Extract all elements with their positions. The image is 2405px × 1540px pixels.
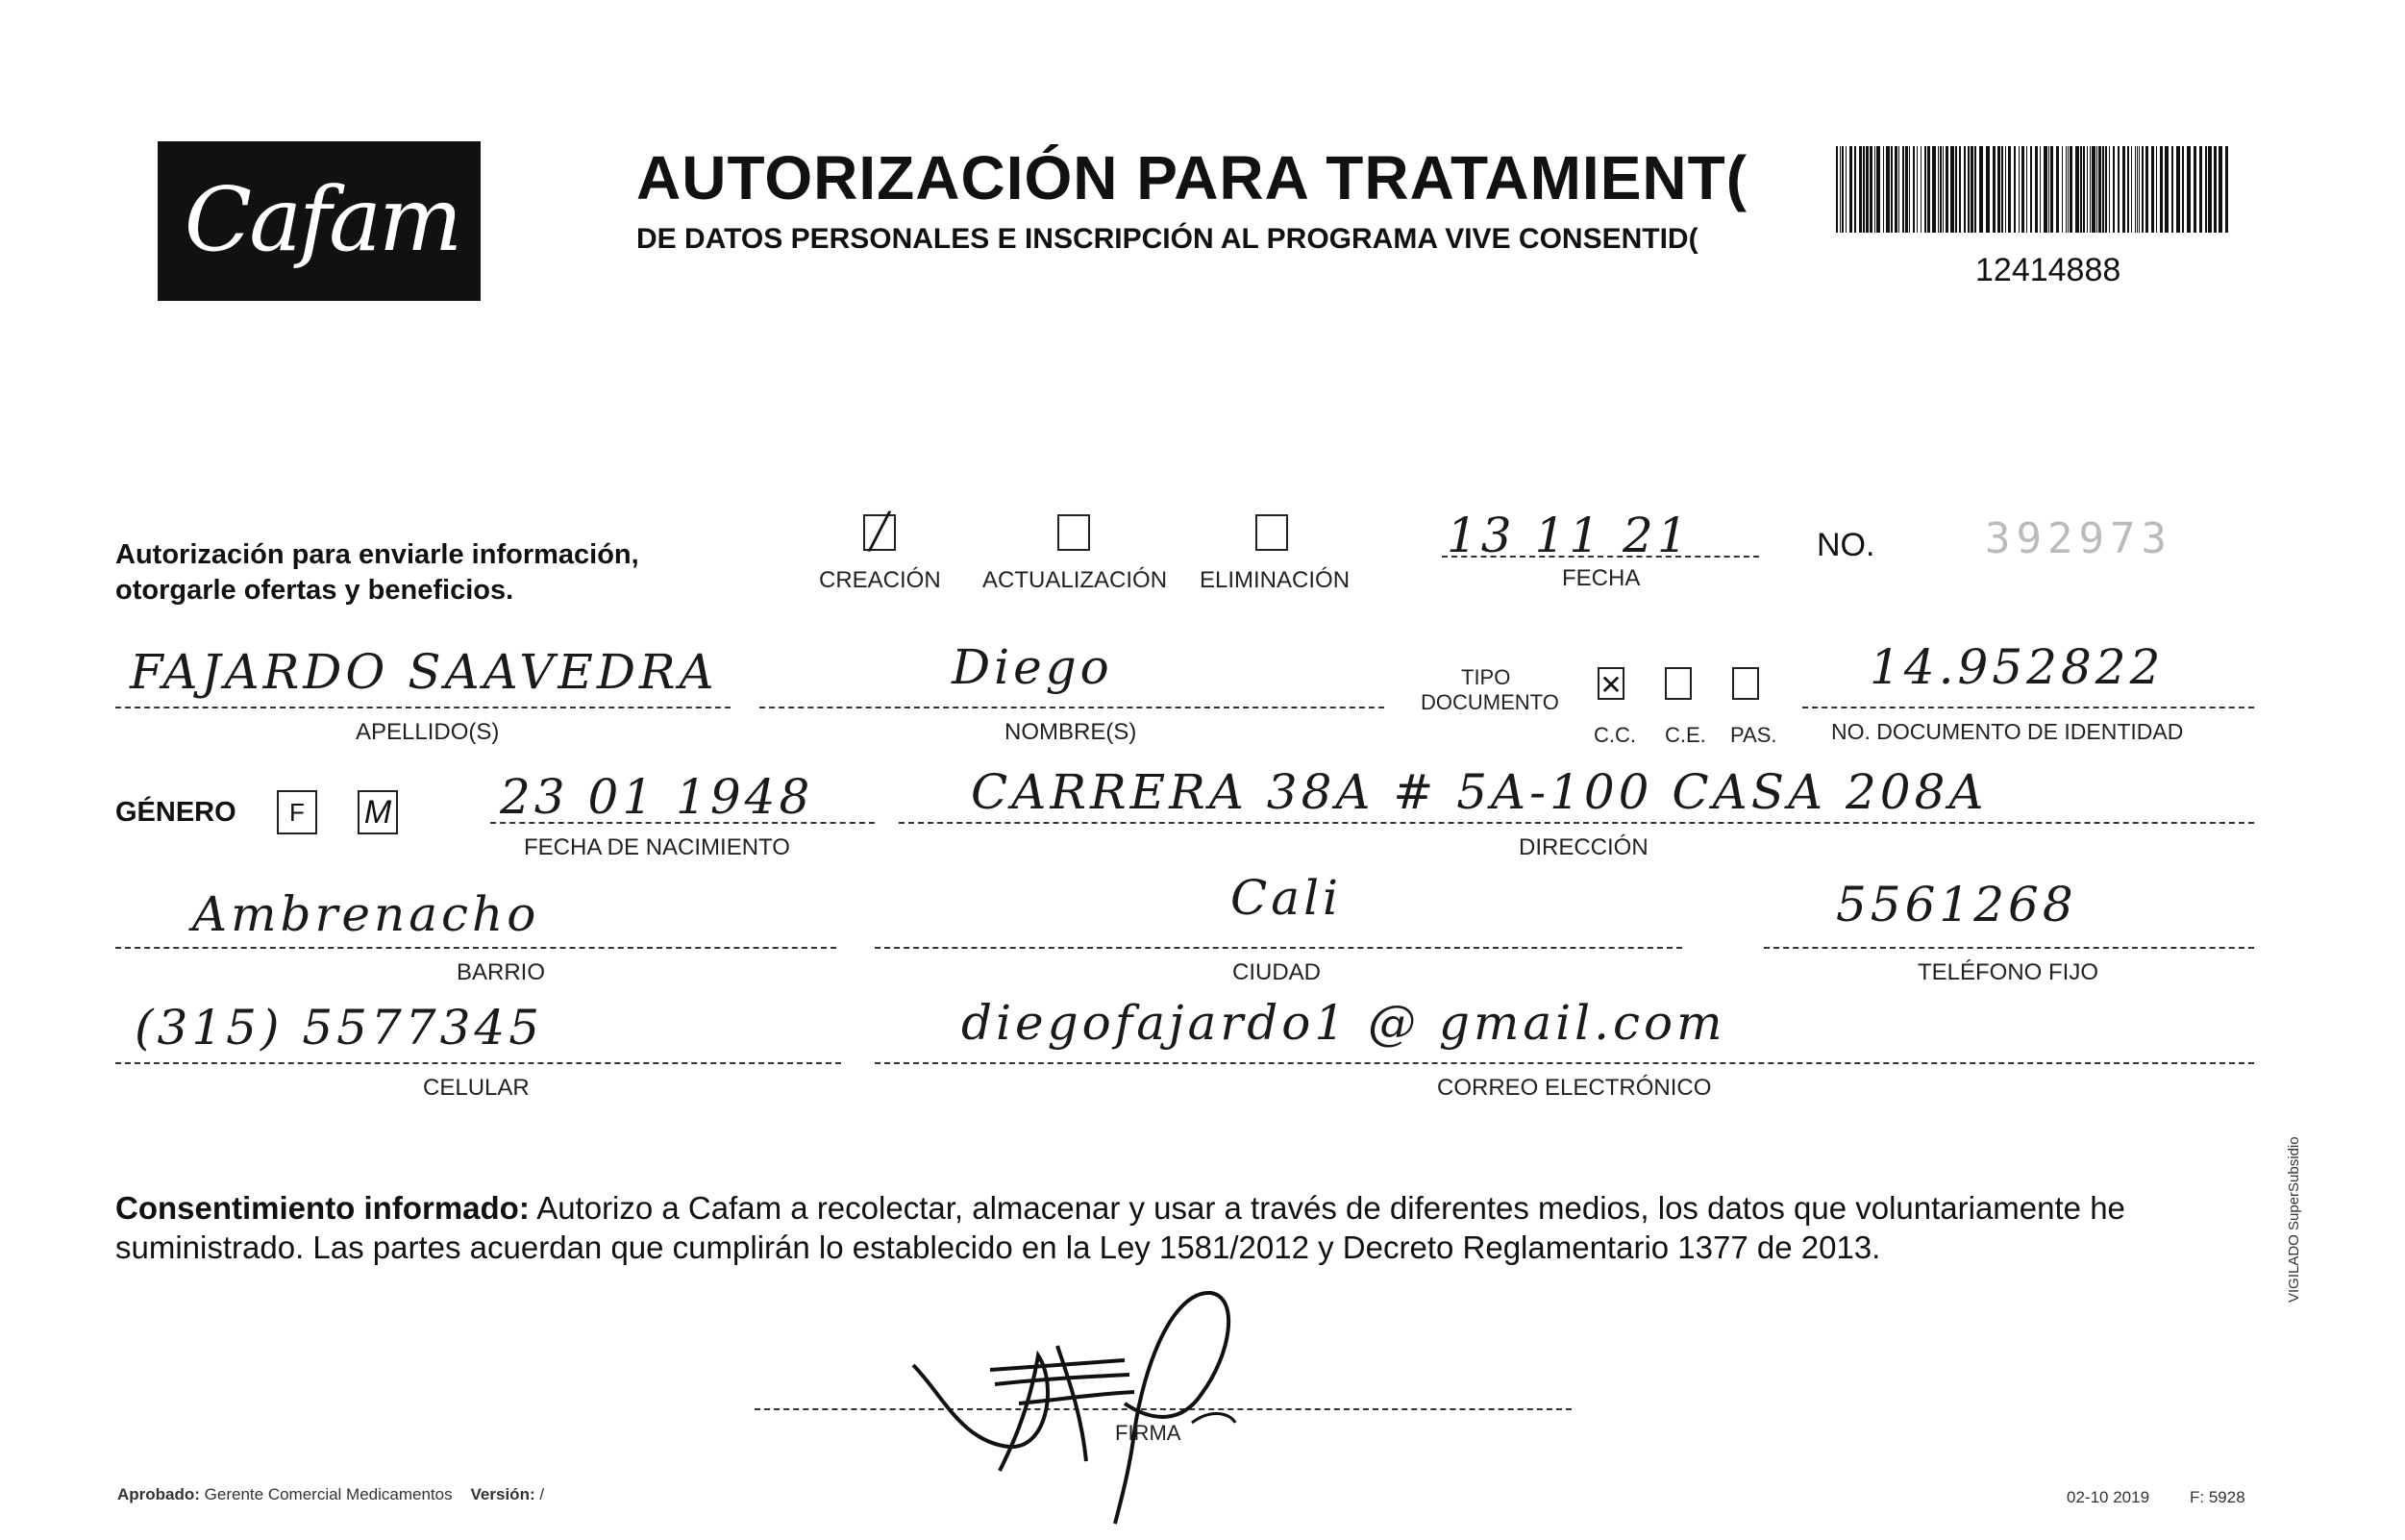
barcode-bar (1971, 146, 1973, 233)
celular-label: CELULAR (423, 1075, 530, 1101)
celular-value[interactable]: (315) 5577345 (135, 1000, 544, 1056)
checked-x-icon: ✕ (1599, 669, 1623, 701)
barcode-bar (2030, 146, 2032, 233)
barcode-bar (2005, 146, 2006, 233)
numero-label: NO. (1817, 527, 1875, 563)
barcode-bar (2090, 146, 2091, 233)
handwritten-signature (904, 1279, 1307, 1528)
barcode-bar (2044, 146, 2047, 233)
barcode-bar (2137, 146, 2138, 233)
barcode-bar (2050, 146, 2053, 233)
consent-text: Autorizo a Cafam a recolectar, almacenar y usar a través de diferentes medios, los datos que voluntariamente he suministrado. Las partes acuerdan que cumplirán lo establecido en la Ley 1581/2012 y Decreto Reglamentario 1377 de 2013. (115, 1190, 2125, 1265)
aprobado-label: Aprobado: (117, 1485, 200, 1503)
actualizacion-checkbox[interactable] (1057, 514, 1090, 551)
barcode-bar (2160, 146, 2163, 233)
barcode-bar (1979, 146, 1983, 233)
correo-value[interactable]: diegofajardo1 @ gmail.com (961, 995, 1726, 1051)
barcode-bar (1968, 146, 1970, 233)
ciudad-line (875, 947, 1682, 949)
barcode-bar (2135, 146, 2136, 233)
apellidos-line (115, 707, 731, 708)
tipo-documento-label-1: TIPO (1461, 665, 1511, 689)
barcode-bar (1940, 146, 1942, 233)
form-subtitle: DE DATOS PERSONALES E INSCRIPCIÓN AL PROGRAMA VIVE CONSENTID( (636, 223, 1698, 255)
barcode-bar (1997, 146, 2000, 233)
tipo-documento-label-2: DOCUMENTO (1421, 690, 1559, 714)
fecha-line (1442, 556, 1759, 558)
barcode-bar (1946, 146, 1948, 233)
barcode-number: 12414888 (1975, 252, 2121, 288)
barcode-bar (2199, 146, 2202, 233)
barcode-bar (1866, 146, 1869, 233)
barcode-bar (2187, 146, 2191, 233)
tipo-ce-checkbox[interactable] (1665, 667, 1692, 700)
direccion-value[interactable]: CARRERA 38A # 5A-100 CASA 208A (971, 764, 1988, 820)
barcode-bar (2026, 146, 2027, 233)
barcode-bar (1849, 146, 1852, 233)
barcode-bar (2139, 146, 2140, 233)
barcode-bar (2035, 146, 2038, 233)
barcode-bar (1842, 146, 1844, 233)
barrio-value[interactable]: Ambrenacho (192, 886, 540, 942)
barcode-bar (2165, 146, 2169, 233)
tipo-ce-label: C.E. (1665, 723, 1706, 747)
barcode-bar (1959, 146, 1961, 233)
barcode-bar (2208, 146, 2212, 233)
barcode-bar (2066, 146, 2067, 233)
barcode-bar (2080, 146, 2082, 233)
creacion-label: CREACIÓN (819, 567, 941, 593)
barcode-bar (1859, 146, 1862, 233)
barrio-label: BARRIO (457, 959, 546, 985)
barcode-bar (1927, 146, 1930, 233)
barcode-bar (2151, 146, 2154, 233)
firma-label: FIRMA (1115, 1421, 1181, 1445)
barcode-bar (1924, 146, 1926, 233)
barcode-bar (2096, 146, 2097, 233)
barcode-bar (2122, 146, 2125, 233)
barcode-bar (1883, 146, 1884, 233)
ciudad-value[interactable]: Cali (1230, 870, 1343, 926)
barcode-bar (1905, 146, 1908, 233)
barcode-bar (1964, 146, 1966, 233)
barcode-bar (1874, 146, 1875, 233)
numero-value: 392973 (1985, 514, 2172, 563)
form-title: AUTORIZACIÓN PARA TRATAMIENT( (636, 143, 1748, 212)
barcode-bar (1917, 146, 1918, 233)
telefono-line (1764, 947, 2254, 949)
barcode-bar (2205, 146, 2207, 233)
nacimiento-line (490, 822, 875, 824)
barcode-bar (2105, 146, 2107, 233)
consent-heading: Consentimiento informado: (115, 1190, 530, 1226)
barcode-bar (2087, 146, 2088, 233)
vigilado-text: VIGILADO SuperSubsidio (2286, 1136, 2302, 1303)
barcode-bar (1891, 146, 1893, 233)
barcode-bar (1943, 146, 1944, 233)
barcode-bar (2056, 146, 2059, 233)
barcode-bar (2062, 146, 2063, 233)
barrio-line (115, 947, 836, 949)
barcode-bar (1921, 146, 1922, 233)
footer-date: 02-10 2019 (2067, 1488, 2150, 1506)
eliminacion-checkbox[interactable] (1255, 514, 1288, 551)
barcode-bar (2075, 146, 2079, 233)
barcode-bar (1932, 146, 1936, 233)
barcode-bar (2014, 146, 2016, 233)
barcode-bar (1909, 146, 1910, 233)
barcode-bar (1950, 146, 1954, 233)
tipo-cc-label: C.C. (1594, 723, 1636, 747)
consent-paragraph (115, 1188, 2249, 1267)
barcode-bar (2021, 146, 2024, 233)
footer-form-code: F: 5928 (2190, 1488, 2245, 1506)
fecha-label: FECHA (1562, 565, 1641, 591)
barcode-bar (1986, 146, 1990, 233)
barcode-bar (1836, 146, 1838, 233)
barcode (1834, 146, 2230, 233)
tipo-pas-label: PAS. (1730, 723, 1777, 747)
version-label: Versión: (470, 1485, 535, 1503)
barcode-bar (2102, 146, 2104, 233)
barcode-bar (1846, 146, 1847, 233)
barcode-bar (1938, 146, 1939, 233)
actualizacion-label: ACTUALIZACIÓN (982, 567, 1168, 593)
barcode-bar (1840, 146, 1841, 233)
barcode-bar (2109, 146, 2110, 233)
barcode-bar (2092, 146, 2095, 233)
barcode-bar (1902, 146, 1904, 233)
barcode-bar (2176, 146, 2180, 233)
genero-m-checkbox[interactable]: M (358, 790, 398, 834)
cafam-logo-text: Cafam (184, 168, 460, 271)
eliminacion-label: ELIMINACIÓN (1200, 567, 1351, 593)
barcode-bar (2171, 146, 2173, 233)
documento-value[interactable]: 14.952822 (1870, 639, 2165, 695)
barcode-bar (2068, 146, 2069, 233)
barcode-bar (2142, 146, 2144, 233)
barcode-bar (2194, 146, 2196, 233)
nombres-value[interactable]: Diego (952, 639, 1113, 695)
barcode-bar (1886, 146, 1890, 233)
barcode-bar (2048, 146, 2049, 233)
barcode-bar (1898, 146, 1899, 233)
telefono-label: TELÉFONO FIJO (1918, 959, 2099, 985)
barcode-bar (2225, 146, 2228, 233)
genero-f-checkbox[interactable]: F (277, 790, 317, 834)
barcode-bar (1870, 146, 1872, 233)
barcode-bar (2008, 146, 2011, 233)
tipo-cc-checkbox[interactable] (1598, 667, 1624, 700)
celular-line (115, 1062, 841, 1064)
barcode-bar (2019, 146, 2020, 233)
fecha-value[interactable]: 13 11 21 (1447, 508, 1692, 563)
barcode-bar (2113, 146, 2115, 233)
barcode-bar (2131, 146, 2132, 233)
barcode-bar (2214, 146, 2217, 233)
barcode-bar (2098, 146, 2101, 233)
barcode-bar (1974, 146, 1976, 233)
aprobado-value: Gerente Comercial Medicamentos (204, 1485, 453, 1503)
nombres-label: NOMBRE(S) (1004, 719, 1137, 745)
tipo-pas-checkbox[interactable] (1732, 667, 1759, 700)
barcode-bar (1955, 146, 1957, 233)
barcode-bar (2083, 146, 2085, 233)
apellidos-label: APELLIDO(S) (356, 719, 500, 745)
genero-label: GÉNERO (115, 797, 236, 828)
correo-line (875, 1062, 2254, 1064)
barcode-bar (2001, 146, 2003, 233)
barcode-bar (1876, 146, 1880, 233)
apellidos-value[interactable]: FAJARDO SAAVEDRA (130, 644, 718, 700)
barcode-bar (2040, 146, 2041, 233)
barcode-bar (1863, 146, 1865, 233)
barcode-bar (1993, 146, 1996, 233)
nombres-line (759, 707, 1384, 708)
barcode-bar (1854, 146, 1856, 233)
direccion-line (899, 822, 2254, 824)
barcode-bar (2219, 146, 2222, 233)
documento-label: NO. DOCUMENTO DE IDENTIDAD (1831, 719, 2184, 744)
barcode-bar (2145, 146, 2148, 233)
barcode-bar (2182, 146, 2184, 233)
creacion-checkbox[interactable] (863, 514, 896, 551)
correo-label: CORREO ELECTRÓNICO (1437, 1075, 1712, 1101)
barcode-bar (2070, 146, 2072, 233)
aprobado (117, 1485, 544, 1504)
intro-line-2: otorgarle ofertas y beneficios. (115, 575, 514, 606)
barcode-bar (1895, 146, 1897, 233)
nacimiento-value[interactable]: 23 01 1948 (500, 769, 814, 825)
barcode-bar (2118, 146, 2120, 233)
version-value: / (539, 1485, 545, 1503)
direccion-label: DIRECCIÓN (1519, 834, 1649, 860)
barcode-bar (1913, 146, 1915, 233)
barcode-bar (2127, 146, 2129, 233)
barcode-bar (2156, 146, 2157, 233)
checked-x-icon: ╱ (869, 512, 890, 552)
telefono-value[interactable]: 5561268 (1836, 877, 2077, 932)
nacimiento-label: FECHA DE NACIMIENTO (524, 834, 790, 860)
documento-line (1802, 707, 2254, 708)
intro-line-1: Autorización para enviarle información, (115, 539, 639, 570)
ciudad-label: CIUDAD (1232, 959, 1322, 985)
